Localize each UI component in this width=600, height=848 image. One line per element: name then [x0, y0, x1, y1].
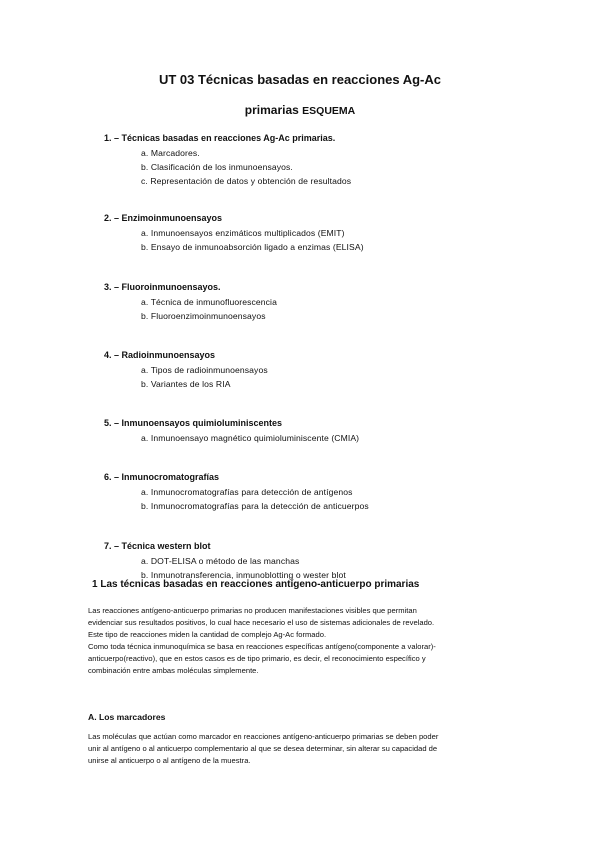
outline-item: b. Variantes de los RIA [141, 379, 231, 389]
paragraph-line: Como toda técnica inmunoquímica se basa en reacciones específicas antígeno(componente a valorar)- [88, 642, 436, 651]
outline-section-5: 5. – Inmunoensayos quimioluminiscentes [104, 418, 283, 428]
section-heading: 1 Las técnicas basadas en reacciones antígeno-anticuerpo primarias [92, 579, 420, 590]
outline-section-2: 2. – Enzimoinmunoensayos [104, 213, 223, 223]
paragraph-line: evidenciar sus resultados positivos, lo cual hace necesario el uso de sistemas adicionales de revelado. [88, 618, 435, 627]
paragraph-intro [88, 605, 528, 677]
outline-item: b. Inmunotransferencia, inmunoblotting o wester blot [141, 570, 346, 580]
outline-item: b. Inmunocromatografías para la detección de anticuerpos [141, 501, 369, 511]
outline-section-3: 3. – Fluoroinmunoensayos. [104, 282, 221, 292]
document-title: UT 03 Técnicas basadas en reacciones Ag-Ac [158, 72, 442, 87]
outline-item: c. Representación de datos y obtención de resultados [141, 176, 352, 186]
outline-section-6: 6. – Inmunocromatografías [104, 472, 220, 482]
subtitle-tag: ESQUEMA [302, 105, 356, 117]
document-subtitle [0, 103, 600, 117]
outline-item: a. Marcadores. [141, 148, 200, 158]
outline-item: b. Fluoroenzimoinmunoensayos [141, 311, 266, 321]
paragraph-line: Este tipo de reacciones miden la cantidad de complejo Ag-Ac formado. [88, 630, 327, 639]
outline-item: b. Ensayo de inmunoabsorción ligado a enzimas (ELISA) [141, 242, 364, 252]
outline-item: a. Tipos de radioinmunoensayos [141, 365, 268, 375]
outline-item: a. DOT-ELISA o método de las manchas [141, 556, 300, 566]
paragraph-line: unirse al anticuerpo o al antígeno de la muestra. [88, 756, 251, 765]
subtitle-main: primarias [244, 103, 299, 117]
paragraph-line: unir al antígeno o al anticuerpo complementario al que se desea determinar, sin alterar su capacidad de [88, 744, 438, 753]
paragraph-line: anticuerpo(reactivo), que en estos casos es de tipo primario, es decir, el reconocimiento específico y [88, 654, 426, 663]
paragraph-line: combinación entre ambas moléculas simplemente. [88, 666, 259, 675]
outline-item: a. Inmunocromatografías para detección de antígenos [141, 487, 353, 497]
outline-section-4: 4. – Radioinmunoensayos [104, 350, 216, 360]
outline-item: a. Inmunoensayo magnético quimioluminiscente (CMIA) [141, 433, 360, 443]
paragraph-line: Las reacciones antígeno-anticuerpo primarias no producen manifestaciones visibles que permitan [88, 606, 417, 615]
subsection-heading: A. Los marcadores [88, 712, 166, 722]
paragraph-line: Las moléculas que actúan como marcador en reacciones antígeno-anticuerpo primarias se deben poder [88, 732, 439, 741]
paragraph-markers [88, 731, 528, 767]
outline-section-7: 7. – Técnica western blot [104, 541, 211, 551]
outline-item: a. Técnica de inmunofluorescencia [141, 297, 277, 307]
outline-section-1: 1. – Técnicas basadas en reacciones Ag-Ac primarias. [104, 133, 336, 143]
outline-item: b. Clasificación de los inmunoensayos. [141, 162, 293, 172]
outline-item: a. Inmunoensayos enzimáticos multiplicados (EMIT) [141, 228, 345, 238]
